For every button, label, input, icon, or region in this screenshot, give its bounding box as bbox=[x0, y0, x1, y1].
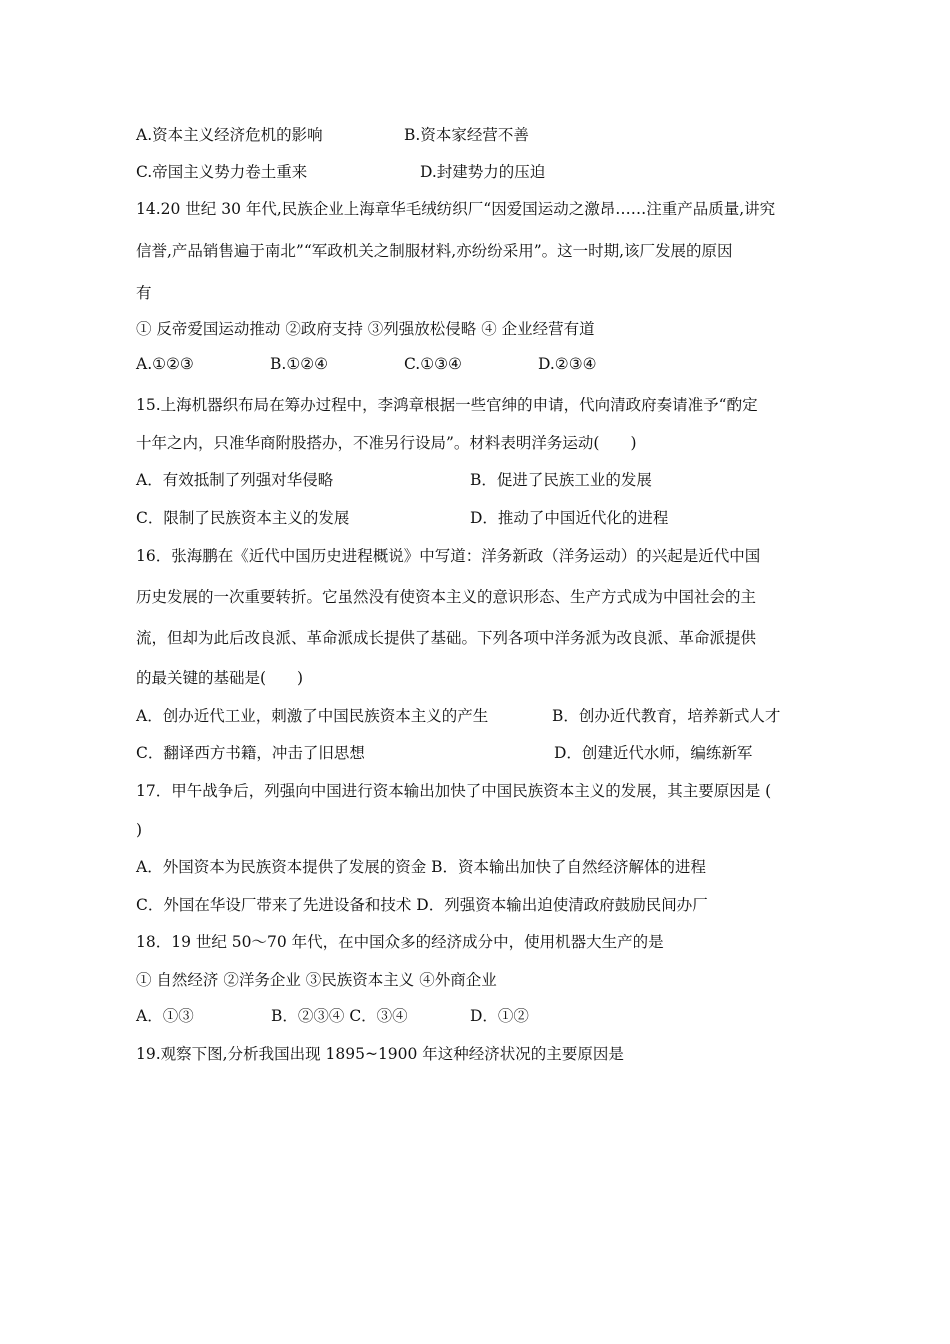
q18-option-b-c: B．②③④ C．③④ bbox=[271, 1007, 408, 1025]
q15-option-b: B．促进了民族工业的发展 bbox=[470, 471, 652, 489]
q16-stem-line-1: 16．张海鹏在《近代中国历史进程概说》中写道：洋务新政（洋务运动）的兴起是近代中国 bbox=[136, 547, 761, 565]
q14-stem-line-3: 有 bbox=[136, 284, 152, 302]
q16-stem-line-3: 流，但却为此后改良派、革命派成长提供了基础。下列各项中洋务派为改良派、革命派提供 bbox=[136, 629, 757, 647]
q16-option-a: A．创办近代工业，刺激了中国民族资本主义的产生 bbox=[136, 707, 489, 725]
q16-option-d: D．创建近代水师，编练新军 bbox=[554, 744, 753, 762]
q14-option-b: B.①②④ bbox=[270, 355, 329, 373]
q17-stem-line-2: ) bbox=[136, 821, 143, 839]
q15-option-c: C．限制了民族资本主义的发展 bbox=[136, 509, 350, 527]
q15-stem-line-2: 十年之内，只准华商附股搭办，不准另行设局”。材料表明洋务运动( ) bbox=[136, 434, 637, 452]
q16-option-b: B．创办近代教育，培养新式人才 bbox=[552, 707, 781, 725]
q18-option-a: A．①③ bbox=[136, 1007, 194, 1025]
q13-option-b: B.资本家经营不善 bbox=[404, 126, 529, 144]
q16-option-c: C．翻译西方书籍，冲击了旧思想 bbox=[136, 744, 365, 762]
q14-option-c: C.①③④ bbox=[404, 355, 462, 373]
q17-options-c-d: C．外国在华设厂带来了先进设备和技术 D．列强资本输出迫使清政府鼓励民间办厂 bbox=[136, 896, 708, 914]
q15-stem-line-1: 15.上海机器织布局在筹办过程中，李鸿章根据一些官绅的申请，代向清政府奏请准予“酌定 bbox=[136, 396, 758, 414]
q16-stem-line-2: 历史发展的一次重要转折。它虽然没有使资本主义的意识形态、生产方式成为中国社会的主 bbox=[136, 588, 757, 606]
q19-stem: 19.观察下图,分析我国出现 1895~1900 年这种经济状况的主要原因是 bbox=[136, 1045, 624, 1063]
q16-stem-line-4: 的最关键的基础是( ) bbox=[136, 669, 304, 687]
q18-items: ① 自然经济 ②洋务企业 ③民族资本主义 ④外商企业 bbox=[136, 971, 497, 989]
q14-items: ① 反帝爱国运动推动 ②政府支持 ③列强放松侵略 ④ 企业经营有道 bbox=[136, 320, 595, 338]
q13-option-c: C.帝国主义势力卷土重来 bbox=[136, 163, 308, 181]
q18-option-d: D．①② bbox=[470, 1007, 529, 1025]
q13-option-d: D.封建势力的压迫 bbox=[420, 163, 546, 181]
q13-option-a: A.资本主义经济危机的影响 bbox=[136, 126, 323, 144]
q15-option-d: D．推动了中国近代化的进程 bbox=[470, 509, 669, 527]
q14-option-d: D.②③④ bbox=[538, 355, 597, 373]
q17-stem-line-1: 17．甲午战争后，列强向中国进行资本输出加快了中国民族资本主义的发展，其主要原因是 ( bbox=[136, 782, 772, 800]
q14-stem-line-2: 信誉,产品销售遍于南北”“军政机关之制服材料,亦纷纷采用”。这一时期,该厂发展的原因 bbox=[136, 242, 733, 260]
q17-options-a-b: A．外国资本为民族资本提供了发展的资金 B．资本输出加快了自然经济解体的进程 bbox=[136, 858, 707, 876]
q15-option-a: A．有效抵制了列强对华侵略 bbox=[136, 471, 334, 489]
q18-stem: 18．19 世纪 50～70 年代，在中国众多的经济成分中，使用机器大生产的是 bbox=[136, 933, 664, 951]
q14-stem-line-1: 14.20 世纪 30 年代,民族企业上海章华毛绒纺织厂“因爱国运动之激昂……注重产品质量,讲究 bbox=[136, 200, 776, 218]
q14-option-a: A.①②③ bbox=[136, 355, 194, 373]
